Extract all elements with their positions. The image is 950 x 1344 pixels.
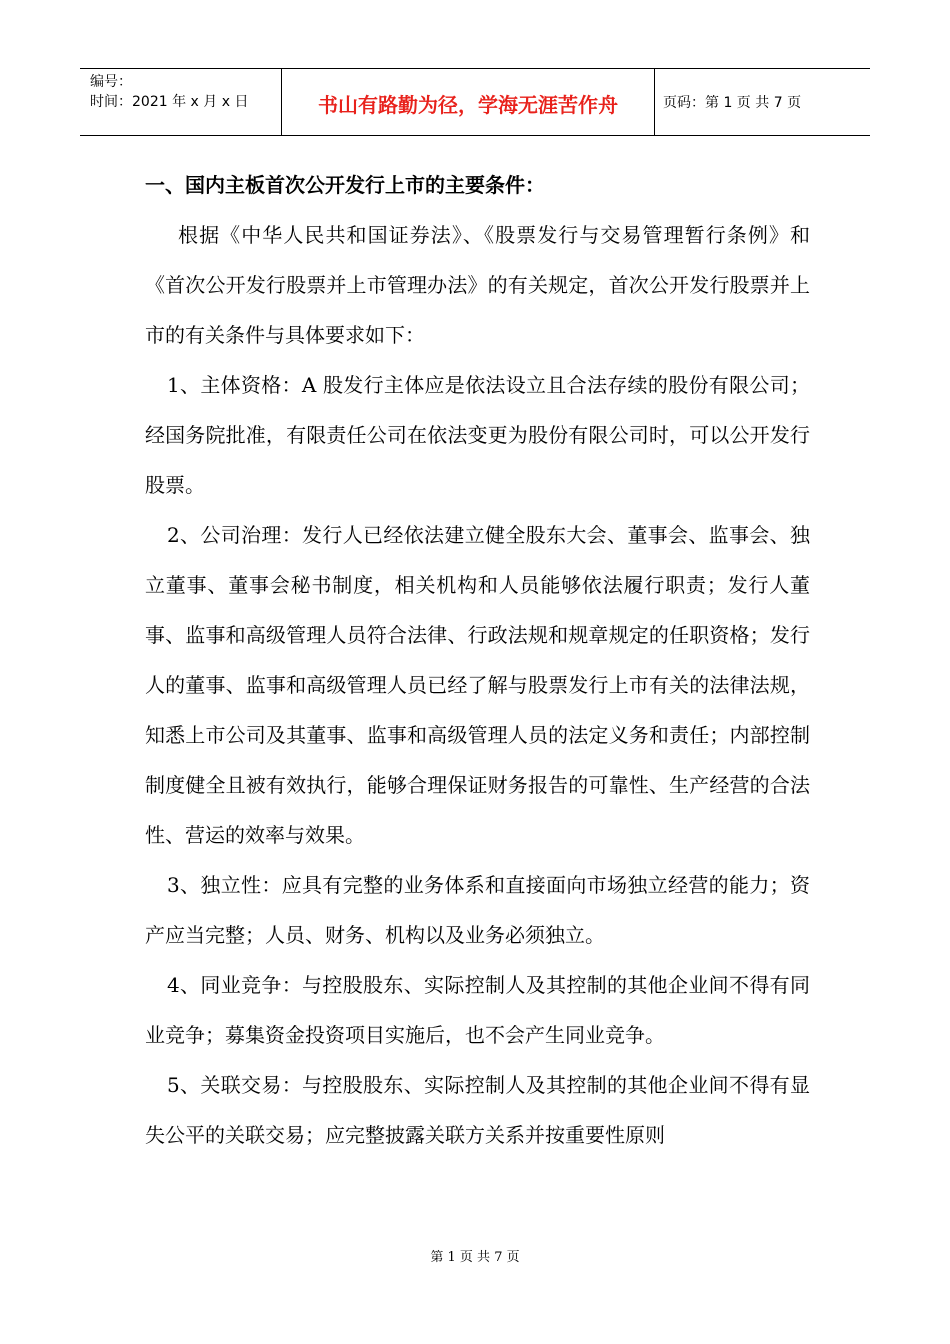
header-meta-cell (80, 69, 282, 135)
page-footer: 第 1 页 共 7 页 (430, 1250, 520, 1265)
header-page-cell (655, 69, 870, 135)
section-heading: 一、国内主板首次公开发行上市的主要条件： (145, 173, 545, 197)
document-date-label: 时间：2021 年 x 月 x 日 (90, 94, 249, 110)
document-number-label: 编号： (90, 74, 132, 90)
condition-item-competition: 4、同业竞争：与控股股东、实际控制人及其控制的其他企业间不得有同业竞争；募集资金投资项目实施后，也不会产生同业竞争。 (145, 973, 810, 1047)
document-header (80, 68, 870, 136)
intro-paragraph: 根据《中华人民共和国证券法》、《股票发行与交易管理暂行条例》和《首次公开发行股票并上市管理办法》的有关规定，首次公开发行股票并上市的有关条件与具体要求如下： (145, 223, 810, 347)
condition-item-related-transactions: 5、关联交易：与控股股东、实际控制人及其控制的其他企业间不得有显失公平的关联交易；应完整披露关联方关系并按重要性原则 (145, 1073, 810, 1147)
document-body (145, 160, 810, 1160)
header-motto: 书山有路勤为径，学海无涯苦作舟 (318, 93, 618, 117)
header-motto-cell (282, 69, 655, 135)
condition-item-corporate-governance: 2、公司治理：发行人已经依法建立健全股东大会、董事会、监事会、独立董事、董事会秘书制度，相关机构和人员能够依法履行职责；发行人董事、监事和高级管理人员符合法律、行政法规和规章规定的任职资格；发行人的董事、监事和高级管理人员已经了解与股票发行上市有关的法律法规，知悉上市公司及其董事、监事和高级管理人员的法定义务和责任；内部控制制度健全且被有效执行，能够合理保证财务报告的可靠性、生产经营的合法性、营运的效率与效果。 (145, 523, 810, 847)
condition-item-independence: 3、独立性：应具有完整的业务体系和直接面向市场独立经营的能力；资产应当完整；人员、财务、机构以及业务必须独立。 (145, 873, 810, 947)
condition-item-subject-qualification: 1、主体资格：A 股发行主体应是依法设立且合法存续的股份有限公司；经国务院批准，有限责任公司在依法变更为股份有限公司时，可以公开发行股票。 (145, 373, 810, 497)
header-page-number: 页码：第 1 页 共 7 页 (663, 95, 802, 111)
